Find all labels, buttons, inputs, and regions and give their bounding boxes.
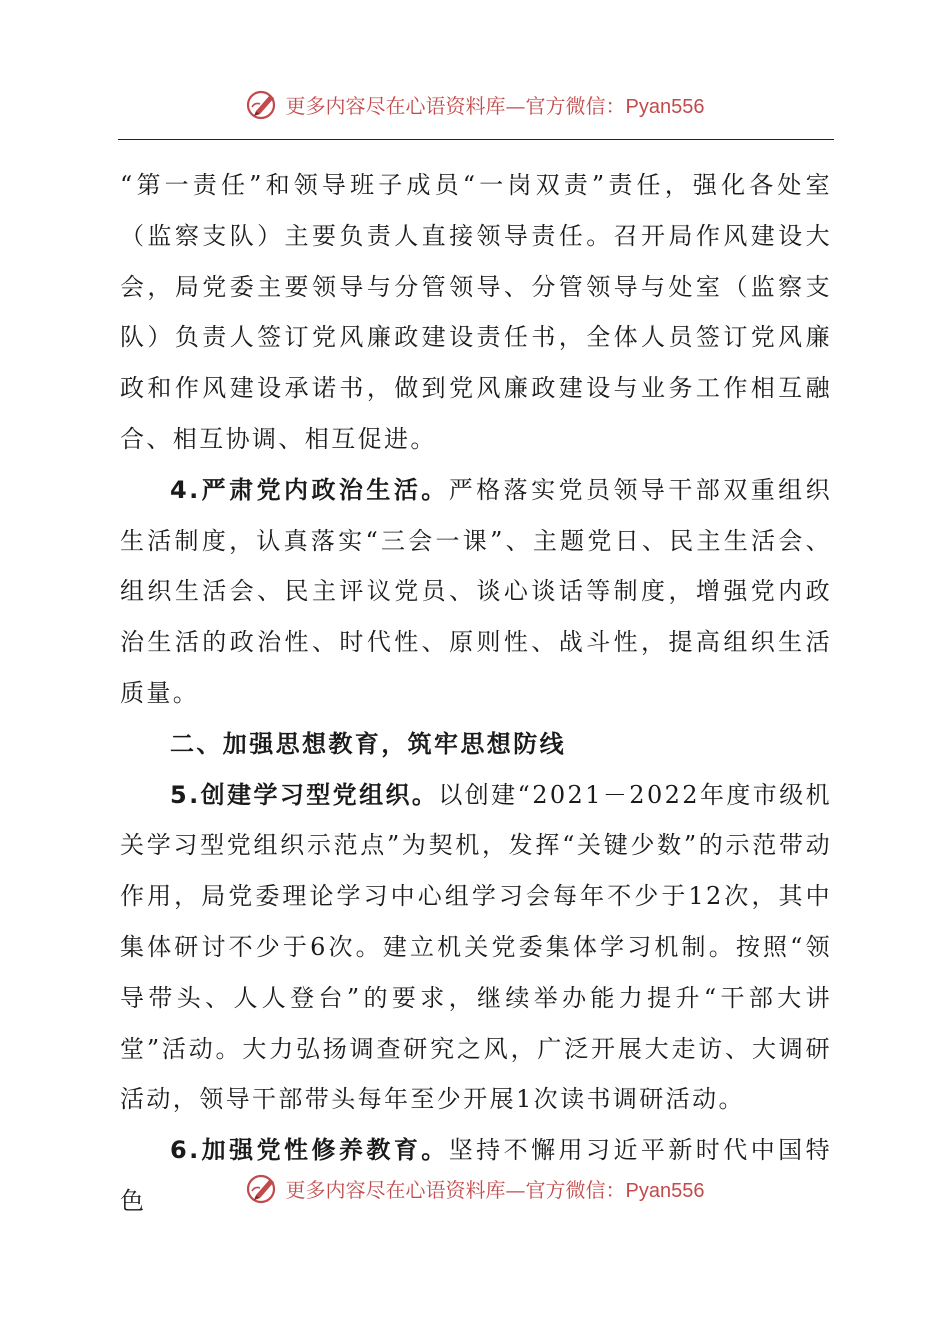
document-body (120, 160, 832, 1227)
pen-logo-icon (246, 87, 280, 121)
paragraph-learning-organization (120, 770, 832, 1126)
pen-logo-icon (246, 1171, 280, 1205)
footer-watermark-banner (0, 1166, 950, 1210)
paragraph-political-life-text: 严格落实党员领导干部双重组织生活制度，认真落实“三会一课”、主题党日、民主生活会、组织生活会、民主评议党员、谈心谈话等制度，增强党内政治生活的政治性、时代性、原则性、战斗性，提高组织生活质量。 (120, 475, 832, 707)
paragraph-political-life (120, 465, 832, 719)
paragraph-party-education-title: 6.加强党性修养教育。 (170, 1136, 449, 1165)
paragraph-party-education-text: 坚持不懈用习近平新时代中国特色 (120, 1136, 832, 1215)
paragraph-political-life-title: 4.严肃党内政治生活。 (170, 475, 449, 504)
paragraph-responsibility: “第一责任”和领导班子成员“一岗双责”责任，强化各处室（监察支队）主要负责人直接领导责任。召开局作风建设大会，局党委主要领导与分管领导、分管领导与处室（监察支队）负责人签订党风廉政建设责任书，全体人员签订党风廉政和作风建设承诺书，做到党风廉政建设与业务工作相互融合、相互协调、相互促进。 (120, 171, 832, 453)
header-watermark-text: 更多内容尽在心语资料库—官方微信：Pyan556 (285, 93, 705, 118)
paragraph-learning-organization-title: 5.创建学习型党组织。 (170, 780, 439, 809)
header-divider (118, 139, 834, 140)
paragraph-learning-organization-text: 以创建“2021－2022年度市级机关学习型党组织示范点”为契机，发挥“关键少数”的示范带动作用，局党委理论学习中心组学习会每年不少于12次，其中集体研讨不少于6次。建立机关党委集体学习机制。按照“领导带头、人人登台”的要求，继续举办能力提升“干部大讲堂”活动。大力弘扬调查研究之风，广泛开展大走访、大调研活动，领导干部带头每年至少开展1次读书调研活动。 (120, 780, 833, 1114)
header-watermark-banner (0, 82, 950, 126)
section-heading: 二、加强思想教育，筑牢思想防线 (170, 729, 566, 758)
footer-watermark-text: 更多内容尽在心语资料库—官方微信：Pyan556 (285, 1177, 705, 1202)
